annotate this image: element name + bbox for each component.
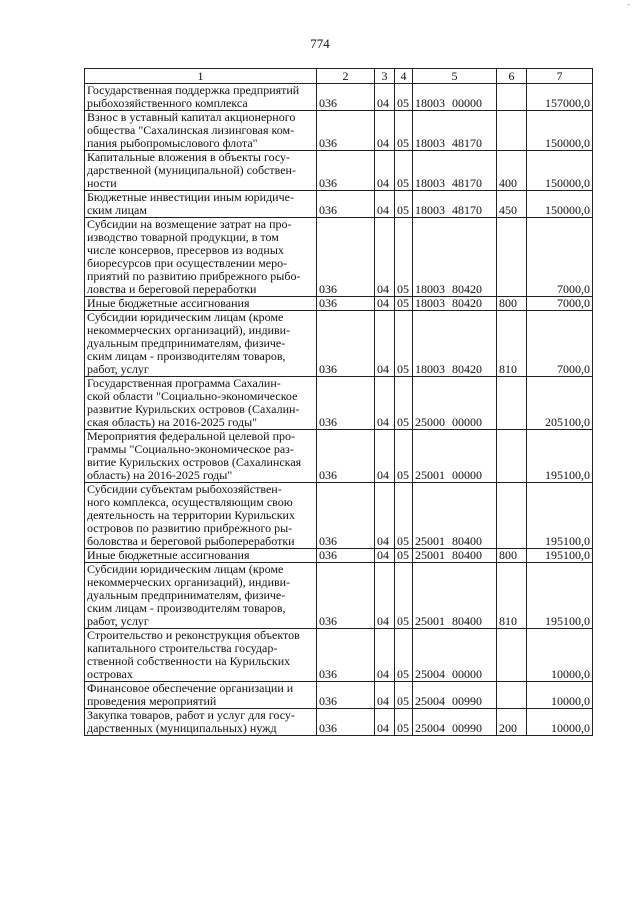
amount: 7000,0: [527, 311, 593, 377]
subsection-code: 05: [395, 311, 413, 377]
budget-table: [84, 68, 593, 736]
subsection-code: 05: [395, 218, 413, 297]
header-row: [85, 69, 593, 84]
target-article-code: 18003 80420: [413, 218, 497, 297]
ministry-code: 036: [317, 218, 375, 297]
target-article-code: 18003 48170: [413, 151, 497, 191]
subsection-code: 05: [395, 297, 413, 311]
amount: 157000,0: [527, 84, 593, 111]
ministry-code: 036: [317, 563, 375, 629]
item-name: Взнос в уставный капитал акционерного общества "Сахалинская лизинговая ком- пания рыбопромыслового флота": [85, 111, 317, 151]
subsection-code: 05: [395, 563, 413, 629]
expense-type-code: 810: [497, 311, 527, 377]
section-code: 04: [375, 297, 395, 311]
amount: 7000,0: [527, 218, 593, 297]
header-col-4: 4: [395, 69, 413, 84]
table-row: [85, 377, 593, 430]
table-row: [85, 629, 593, 682]
table-row: [85, 430, 593, 483]
target-article-code: 18003 80420: [413, 311, 497, 377]
expense-type-code: [497, 629, 527, 682]
item-name: Капитальные вложения в объекты госу- дарственной (муниципальной) собствен- ности: [85, 151, 317, 191]
ministry-code: 036: [317, 629, 375, 682]
section-code: 04: [375, 151, 395, 191]
target-article-code: 18003 00000: [413, 84, 497, 111]
item-name: Субсидии юридическим лицам (кроме некоммерческих организаций), индиви- дуальным предпринимателям, физиче- ским лицам - производителям товаров, работ, услуг: [85, 311, 317, 377]
table-body: [85, 84, 593, 736]
header-col-7: 7: [527, 69, 593, 84]
header-col-6: 6: [497, 69, 527, 84]
header-col-5: 5: [413, 69, 497, 84]
amount: 10000,0: [527, 682, 593, 709]
corner-mark: -: [627, 0, 630, 9]
subsection-code: 05: [395, 483, 413, 549]
table-row: [85, 151, 593, 191]
ministry-code: 036: [317, 151, 375, 191]
target-article-code: 25001 80400: [413, 549, 497, 563]
expense-type-code: [497, 377, 527, 430]
expense-type-code: 800: [497, 297, 527, 311]
amount: 205100,0: [527, 377, 593, 430]
page-number: 774: [310, 36, 330, 51]
table-row: [85, 563, 593, 629]
item-name: Государственная поддержка предприятий рыбохозяйственного комплекса: [85, 84, 317, 111]
ministry-code: 036: [317, 549, 375, 563]
expense-type-code: [497, 218, 527, 297]
section-code: 04: [375, 563, 395, 629]
expense-type-code: 810: [497, 563, 527, 629]
subsection-code: 05: [395, 430, 413, 483]
section-code: 04: [375, 629, 395, 682]
ministry-code: 036: [317, 111, 375, 151]
subsection-code: 05: [395, 629, 413, 682]
amount: 7000,0: [527, 297, 593, 311]
subsection-code: 05: [395, 709, 413, 736]
section-code: 04: [375, 311, 395, 377]
table-row: [85, 682, 593, 709]
item-name: Финансовое обеспечение организации и проведения мероприятий: [85, 682, 317, 709]
expense-type-code: [497, 430, 527, 483]
item-name: Государственная программа Сахалин- ской области "Социально-экономическое развитие Курильских островов (Сахалин- ская область) на 2016-2025 годы": [85, 377, 317, 430]
table-row: [85, 218, 593, 297]
item-name: Иные бюджетные ассигнования: [85, 549, 317, 563]
table-row: [85, 111, 593, 151]
table-row: [85, 709, 593, 736]
subsection-code: 05: [395, 377, 413, 430]
expense-type-code: [497, 682, 527, 709]
target-article-code: 25004 00000: [413, 629, 497, 682]
amount: 195100,0: [527, 483, 593, 549]
amount: 195100,0: [527, 430, 593, 483]
target-article-code: 25001 80400: [413, 483, 497, 549]
table-row: [85, 311, 593, 377]
amount: 195100,0: [527, 563, 593, 629]
target-article-code: 25004 00990: [413, 709, 497, 736]
amount: 150000,0: [527, 191, 593, 218]
item-name: Субсидии субъектам рыбохозяйствен- ного комплекса, осуществляющим свою деятельность на территории Курильских островов по развитию прибрежного ры- боловства и береговой рыбопереработки: [85, 483, 317, 549]
subsection-code: 05: [395, 191, 413, 218]
section-code: 04: [375, 377, 395, 430]
expense-type-code: 400: [497, 151, 527, 191]
section-code: 04: [375, 84, 395, 111]
section-code: 04: [375, 111, 395, 151]
item-name: Субсидии на возмещение затрат на про- изводство товарной продукции, в том числе консервов, пресервов из водных биоресурсов при осуществлении меро- приятий по развитию прибрежного рыбо- ловства и береговой переработки: [85, 218, 317, 297]
section-code: 04: [375, 191, 395, 218]
ministry-code: 036: [317, 483, 375, 549]
amount: 150000,0: [527, 151, 593, 191]
ministry-code: 036: [317, 297, 375, 311]
expense-type-code: 450: [497, 191, 527, 218]
table-row: [85, 297, 593, 311]
ministry-code: 036: [317, 311, 375, 377]
section-code: 04: [375, 709, 395, 736]
section-code: 04: [375, 483, 395, 549]
ministry-code: 036: [317, 377, 375, 430]
target-article-code: 25004 00990: [413, 682, 497, 709]
target-article-code: 25000 00000: [413, 377, 497, 430]
table-row: [85, 483, 593, 549]
item-name: Строительство и реконструкция объектов капитального строительства государ- ственной собственности на Курильских островах: [85, 629, 317, 682]
target-article-code: 18003 48170: [413, 111, 497, 151]
subsection-code: 05: [395, 84, 413, 111]
header-col-3: 3: [375, 69, 395, 84]
header-col-2: 2: [317, 69, 375, 84]
subsection-code: 05: [395, 151, 413, 191]
expense-type-code: 800: [497, 549, 527, 563]
table-row: [85, 191, 593, 218]
section-code: 04: [375, 549, 395, 563]
section-code: 04: [375, 218, 395, 297]
item-name: Мероприятия федеральной целевой про- граммы "Социально-экономическое раз- витие Курильских островов (Сахалинская область) на 2016-2025 годы": [85, 430, 317, 483]
target-article-code: 18003 80420: [413, 297, 497, 311]
expense-type-code: [497, 84, 527, 111]
ministry-code: 036: [317, 709, 375, 736]
target-article-code: 25001 80400: [413, 563, 497, 629]
amount: 10000,0: [527, 629, 593, 682]
target-article-code: 18003 48170: [413, 191, 497, 218]
ministry-code: 036: [317, 430, 375, 483]
header-col-1: 1: [85, 69, 317, 84]
amount: 150000,0: [527, 111, 593, 151]
ministry-code: 036: [317, 191, 375, 218]
subsection-code: 05: [395, 111, 413, 151]
item-name: Субсидии юридическим лицам (кроме некоммерческих организаций), индиви- дуальным предпринимателям, физиче- ским лицам - производителям товаров, работ, услуг: [85, 563, 317, 629]
section-code: 04: [375, 430, 395, 483]
table-row: [85, 549, 593, 563]
expense-type-code: [497, 483, 527, 549]
item-name: Закупка товаров, работ и услуг для госу- дарственных (муниципальных) нужд: [85, 709, 317, 736]
subsection-code: 05: [395, 682, 413, 709]
item-name: Бюджетные инвестиции иным юридиче- ским лицам: [85, 191, 317, 218]
amount: 195100,0: [527, 549, 593, 563]
ministry-code: 036: [317, 84, 375, 111]
section-code: 04: [375, 682, 395, 709]
amount: 10000,0: [527, 709, 593, 736]
target-article-code: 25001 00000: [413, 430, 497, 483]
ministry-code: 036: [317, 682, 375, 709]
expense-type-code: [497, 111, 527, 151]
expense-type-code: 200: [497, 709, 527, 736]
subsection-code: 05: [395, 549, 413, 563]
item-name: Иные бюджетные ассигнования: [85, 297, 317, 311]
table-row: [85, 84, 593, 111]
